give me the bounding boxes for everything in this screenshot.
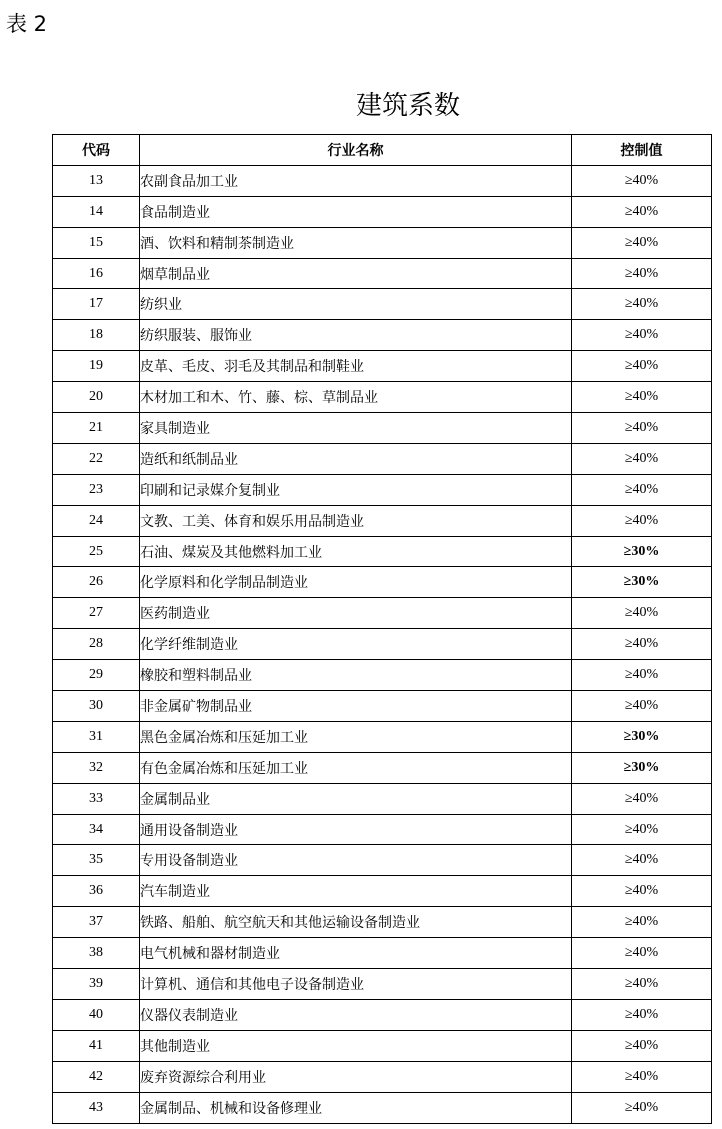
table-row [53, 598, 712, 629]
industry-code-cell: 16 [53, 258, 140, 289]
table-row [53, 691, 712, 722]
industry-name-cell: 烟草制品业 [140, 258, 572, 289]
table-row [53, 629, 712, 660]
table-header-row [53, 135, 712, 166]
industry-name-cell: 废弃资源综合利用业 [140, 1061, 572, 1092]
industry-name-cell: 酒、饮料和精制茶制造业 [140, 227, 572, 258]
industry-name-cell: 非金属矿物制品业 [140, 691, 572, 722]
industry-code-cell: 36 [53, 876, 140, 907]
industry-name-cell: 通用设备制造业 [140, 814, 572, 845]
industry-code-cell: 30 [53, 691, 140, 722]
table-row [53, 660, 712, 691]
column-header-industry-name: 行业名称 [140, 135, 572, 166]
control-value-cell: ≥40% [572, 474, 712, 505]
industry-name-cell: 木材加工和木、竹、藤、棕、草制品业 [140, 382, 572, 413]
industry-name-cell: 橡胶和塑料制品业 [140, 660, 572, 691]
control-value-cell: ≥30% [572, 536, 712, 567]
table-row [53, 351, 712, 382]
table-label: 表 2 [6, 12, 48, 36]
industry-name-cell: 纺织业 [140, 289, 572, 320]
table-row [53, 474, 712, 505]
table-row [53, 907, 712, 938]
industry-name-cell: 家具制造业 [140, 413, 572, 444]
control-value-cell: ≥40% [572, 289, 712, 320]
industry-name-cell: 金属制品业 [140, 783, 572, 814]
industry-name-cell: 计算机、通信和其他电子设备制造业 [140, 969, 572, 1000]
control-value-cell: ≥40% [572, 227, 712, 258]
control-value-cell: ≥40% [572, 938, 712, 969]
industry-code-cell: 15 [53, 227, 140, 258]
control-value-cell: ≥40% [572, 443, 712, 474]
control-value-cell: ≥40% [572, 382, 712, 413]
industry-code-cell: 35 [53, 845, 140, 876]
control-value-cell: ≥40% [572, 320, 712, 351]
table-row [53, 443, 712, 474]
industry-code-cell: 32 [53, 752, 140, 783]
column-header-control-value: 控制值 [572, 135, 712, 166]
control-value-cell: ≥40% [572, 258, 712, 289]
table-row [53, 721, 712, 752]
industry-code-cell: 28 [53, 629, 140, 660]
table-row [53, 1030, 712, 1061]
industry-code-cell: 13 [53, 165, 140, 196]
industry-name-cell: 仪器仪表制造业 [140, 999, 572, 1030]
control-value-cell: ≥30% [572, 567, 712, 598]
industry-name-cell: 印刷和记录媒介复制业 [140, 474, 572, 505]
industry-code-cell: 25 [53, 536, 140, 567]
industry-code-cell: 29 [53, 660, 140, 691]
industry-name-cell: 石油、煤炭及其他燃料加工业 [140, 536, 572, 567]
control-value-cell: ≥40% [572, 876, 712, 907]
table-row [53, 1092, 712, 1123]
industry-code-cell: 26 [53, 567, 140, 598]
industry-name-cell: 医药制造业 [140, 598, 572, 629]
industry-name-cell: 皮革、毛皮、羽毛及其制品和制鞋业 [140, 351, 572, 382]
table-row [53, 320, 712, 351]
page-title: 建筑系数 [355, 91, 460, 121]
industry-code-cell: 24 [53, 505, 140, 536]
industry-code-cell: 39 [53, 969, 140, 1000]
industry-name-cell: 有色金属冶炼和压延加工业 [140, 752, 572, 783]
industry-code-cell: 20 [53, 382, 140, 413]
industry-code-cell: 19 [53, 351, 140, 382]
industry-code-cell: 41 [53, 1030, 140, 1061]
table-row [53, 289, 712, 320]
industry-name-cell: 食品制造业 [140, 196, 572, 227]
control-value-cell: ≥40% [572, 505, 712, 536]
industry-code-cell: 34 [53, 814, 140, 845]
industry-name-cell: 农副食品加工业 [140, 165, 572, 196]
control-value-cell: ≥40% [572, 1092, 712, 1123]
control-value-cell: ≥30% [572, 752, 712, 783]
table-row [53, 783, 712, 814]
table-row [53, 227, 712, 258]
control-value-cell: ≥40% [572, 660, 712, 691]
industry-code-cell: 38 [53, 938, 140, 969]
table-row [53, 258, 712, 289]
table-row [53, 1061, 712, 1092]
industry-code-cell: 43 [53, 1092, 140, 1123]
control-value-cell: ≥40% [572, 969, 712, 1000]
table-row [53, 536, 712, 567]
industry-name-cell: 黑色金属冶炼和压延加工业 [140, 721, 572, 752]
control-value-cell: ≥40% [572, 845, 712, 876]
control-value-cell: ≥40% [572, 999, 712, 1030]
industry-code-cell: 18 [53, 320, 140, 351]
industry-name-cell: 汽车制造业 [140, 876, 572, 907]
control-value-cell: ≥40% [572, 165, 712, 196]
control-value-cell: ≥40% [572, 814, 712, 845]
table-row [53, 938, 712, 969]
table-row [53, 845, 712, 876]
control-value-cell: ≥40% [572, 783, 712, 814]
control-value-cell: ≥40% [572, 1030, 712, 1061]
control-value-cell: ≥40% [572, 1061, 712, 1092]
table-row [53, 567, 712, 598]
industry-name-cell: 金属制品、机械和设备修理业 [140, 1092, 572, 1123]
table-row [53, 752, 712, 783]
industry-code-cell: 17 [53, 289, 140, 320]
table-row [53, 413, 712, 444]
table-row [53, 969, 712, 1000]
industry-code-cell: 40 [53, 999, 140, 1030]
table-row [53, 814, 712, 845]
industry-name-cell: 纺织服装、服饰业 [140, 320, 572, 351]
industry-code-cell: 42 [53, 1061, 140, 1092]
control-value-cell: ≥40% [572, 598, 712, 629]
table-row [53, 999, 712, 1030]
industry-code-cell: 21 [53, 413, 140, 444]
column-header-code: 代码 [53, 135, 140, 166]
table-row [53, 165, 712, 196]
control-value-cell: ≥40% [572, 691, 712, 722]
control-value-cell: ≥40% [572, 907, 712, 938]
table-row [53, 382, 712, 413]
industry-name-cell: 文教、工美、体育和娱乐用品制造业 [140, 505, 572, 536]
industry-name-cell: 其他制造业 [140, 1030, 572, 1061]
industry-name-cell: 造纸和纸制品业 [140, 443, 572, 474]
control-value-cell: ≥40% [572, 351, 712, 382]
industry-code-cell: 27 [53, 598, 140, 629]
industry-code-cell: 31 [53, 721, 140, 752]
industry-name-cell: 铁路、船舶、航空航天和其他运输设备制造业 [140, 907, 572, 938]
table-row [53, 196, 712, 227]
control-value-cell: ≥40% [572, 413, 712, 444]
control-value-cell: ≥40% [572, 629, 712, 660]
industry-code-cell: 14 [53, 196, 140, 227]
industry-name-cell: 电气机械和器材制造业 [140, 938, 572, 969]
industry-name-cell: 专用设备制造业 [140, 845, 572, 876]
industry-code-cell: 37 [53, 907, 140, 938]
industry-name-cell: 化学原料和化学制品制造业 [140, 567, 572, 598]
industry-name-cell: 化学纤维制造业 [140, 629, 572, 660]
table-row [53, 505, 712, 536]
industry-code-cell: 22 [53, 443, 140, 474]
control-value-cell: ≥40% [572, 196, 712, 227]
building-coefficient-table [52, 134, 712, 1124]
industry-code-cell: 33 [53, 783, 140, 814]
table-row [53, 876, 712, 907]
control-value-cell: ≥30% [572, 721, 712, 752]
industry-code-cell: 23 [53, 474, 140, 505]
